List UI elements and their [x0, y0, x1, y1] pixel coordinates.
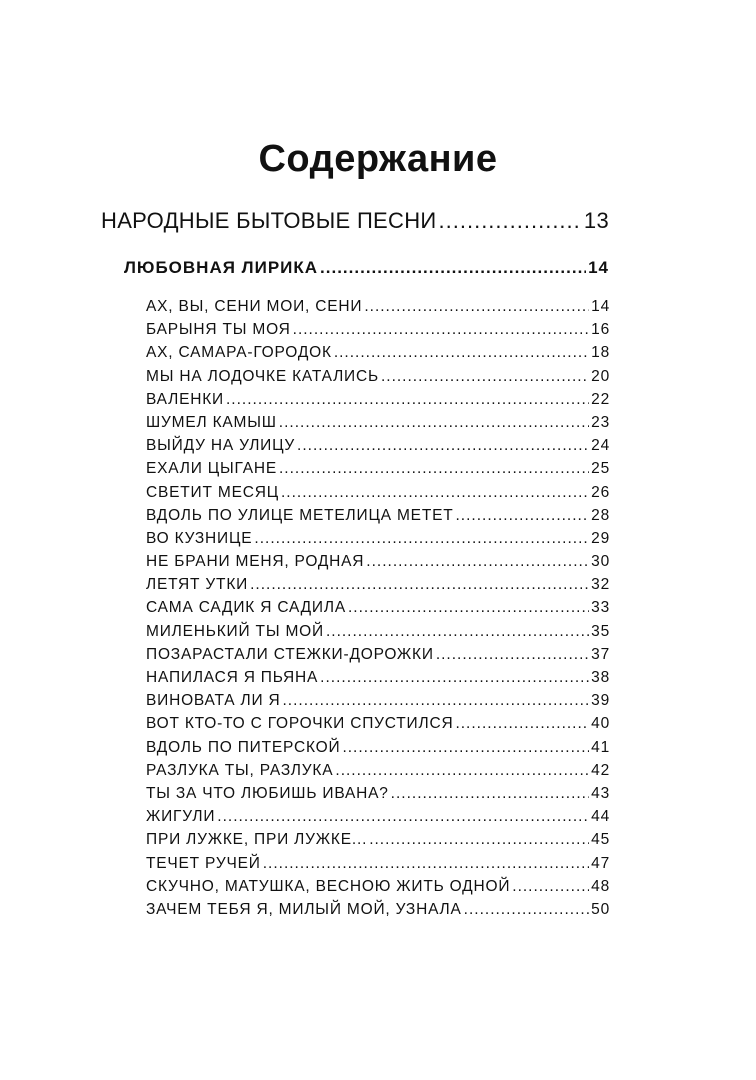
dot-leader [320, 666, 589, 689]
dot-leader [391, 782, 590, 805]
toc-entry-label: ВДОЛЬ ПО ПИТЕРСКОЙ [146, 738, 341, 756]
toc-entry[interactable] [146, 457, 610, 480]
page-title: Содержание [258, 138, 498, 180]
toc-entry-page: 43 [591, 784, 610, 802]
toc-entry[interactable] [146, 736, 610, 759]
toc-entry-list [146, 295, 610, 921]
toc-entry[interactable] [146, 620, 610, 643]
toc-entry[interactable] [146, 666, 610, 689]
toc-entry-page: 47 [591, 854, 610, 872]
toc-entry-label: НАПИЛАСЯ Я ПЬЯНА [146, 669, 319, 686]
toc-entry-page: 42 [591, 761, 610, 779]
toc-entry-page: 30 [591, 553, 610, 571]
toc-entry[interactable] [146, 434, 610, 457]
toc-entry[interactable] [146, 341, 610, 364]
toc-entry-label: ВАЛЕНКИ [146, 390, 224, 408]
toc-entry-label: МИЛЕНЬКИЙ ТЫ МОЙ [146, 622, 324, 640]
toc-entry-page: 33 [591, 599, 610, 617]
dot-leader [439, 208, 582, 234]
toc-entry-page: 16 [591, 321, 610, 339]
toc-entry-page: 24 [591, 437, 610, 455]
dot-leader [254, 527, 589, 550]
toc-entry[interactable] [146, 898, 610, 921]
toc-entry-page: 22 [591, 390, 610, 408]
toc-entry[interactable] [146, 527, 610, 550]
toc-entry-page: 39 [591, 692, 610, 710]
toc-entry-label: ТЕЧЕТ РУЧЕЙ [146, 854, 261, 872]
dot-leader [364, 295, 589, 318]
toc-entry-label: ВЫЙДУ НА УЛИЦУ [146, 437, 296, 455]
toc-entry[interactable] [146, 550, 610, 573]
dot-leader [263, 852, 589, 875]
toc-entry[interactable] [146, 365, 610, 388]
toc-entry[interactable] [146, 388, 610, 411]
dot-leader [455, 712, 589, 735]
toc-entry-label: САМА САДИК Я САДИЛА [146, 599, 346, 617]
toc-entry-label: ПОЗАРАСТАЛИ СТЕЖКИ-ДОРОЖКИ [146, 645, 434, 663]
toc-entry[interactable] [146, 504, 610, 527]
toc-entry-page: 32 [591, 576, 610, 594]
toc-entry-page: 35 [591, 622, 610, 640]
dot-leader [464, 898, 590, 921]
dot-leader [283, 689, 590, 712]
toc-entry[interactable] [146, 481, 610, 504]
toc-entry-label: БАРЫНЯ ТЫ МОЯ [146, 321, 291, 339]
dot-leader [279, 411, 589, 434]
toc-entry-page: 50 [591, 900, 610, 918]
toc-entry-label: ВИНОВАТА ЛИ Я [146, 692, 281, 710]
toc-part-heading[interactable] [101, 208, 609, 234]
dot-leader [281, 481, 589, 504]
dot-leader [250, 573, 589, 596]
toc-entry-page: 48 [591, 877, 610, 895]
toc-entry-page: 28 [591, 506, 610, 524]
toc-entry[interactable] [146, 596, 610, 619]
dot-leader [381, 365, 589, 388]
toc-entry[interactable] [146, 689, 610, 712]
dot-leader [369, 828, 589, 851]
toc-part-page: 13 [583, 208, 609, 233]
dot-leader [297, 434, 589, 457]
toc-entry-label: ЗАЧЕМ ТЕБЯ Я, МИЛЫЙ МОЙ, УЗНАЛА [146, 900, 462, 918]
toc-entry-page: 26 [591, 483, 610, 501]
toc-entry-page: 18 [591, 344, 610, 362]
toc-section-heading[interactable] [124, 258, 609, 278]
toc-entry-page: 38 [591, 669, 610, 686]
toc-entry[interactable] [146, 295, 610, 318]
dot-leader [335, 759, 589, 782]
toc-entry-label: АХ, САМАРА-ГОРОДОК [146, 344, 332, 362]
dot-leader [348, 596, 589, 619]
dot-leader [334, 341, 589, 364]
dot-leader [326, 620, 589, 643]
dot-leader [279, 457, 589, 480]
toc-entry-page: 20 [591, 367, 610, 385]
toc-entry[interactable] [146, 573, 610, 596]
toc-entry-page: 23 [591, 413, 610, 431]
toc-entry-label: НЕ БРАНИ МЕНЯ, РОДНАЯ [146, 553, 365, 571]
dot-leader [512, 875, 589, 898]
toc-entry[interactable] [146, 712, 610, 735]
toc-part-label: НАРОДНЫЕ БЫТОВЫЕ ПЕСНИ [101, 208, 437, 233]
toc-entry-page: 25 [591, 460, 610, 478]
toc-entry-label: ЛЕТЯТ УТКИ [146, 576, 249, 594]
dot-leader [293, 318, 590, 341]
toc-entry[interactable] [146, 759, 610, 782]
dot-leader [226, 388, 589, 411]
toc-entry-label: СКУЧНО, МАТУШКА, ВЕСНОЮ ЖИТЬ ОДНОЙ [146, 877, 511, 895]
toc-entry[interactable] [146, 411, 610, 434]
toc-entry-page: 29 [591, 529, 610, 547]
toc-entry[interactable] [146, 875, 610, 898]
toc-entry-page: 14 [591, 298, 610, 315]
dot-leader [320, 258, 586, 278]
toc-entry-label: ТЫ ЗА ЧТО ЛЮБИШЬ ИВАНА? [146, 784, 389, 802]
toc-entry-label: ВДОЛЬ ПО УЛИЦЕ МЕТЕЛИЦА МЕТЕТ [146, 506, 454, 524]
dot-leader [366, 550, 589, 573]
toc-entry-label: МЫ НА ЛОДОЧКЕ КАТАЛИСЬ [146, 367, 379, 385]
toc-entry-label: АХ, ВЫ, СЕНИ МОИ, СЕНИ [146, 298, 363, 315]
toc-entry[interactable] [146, 828, 610, 851]
toc-entry-page: 40 [591, 715, 610, 733]
toc-entry-page: 41 [591, 738, 610, 756]
toc-entry[interactable] [146, 805, 610, 828]
toc-entry-label: ШУМЕЛ КАМЫШ [146, 413, 277, 431]
toc-entry[interactable] [146, 643, 610, 666]
toc-entry-label: ПРИ ЛУЖКЕ, ПРИ ЛУЖКЕ... [146, 831, 368, 849]
toc-entry-label: ЕХАЛИ ЦЫГАНЕ [146, 460, 277, 478]
toc-entry[interactable] [146, 852, 610, 875]
toc-entry-page: 45 [591, 831, 610, 849]
toc-section-label: ЛЮБОВНАЯ ЛИРИКА [124, 258, 319, 277]
toc-entry-label: РАЗЛУКА ТЫ, РАЗЛУКА [146, 761, 334, 779]
dot-leader [217, 805, 589, 828]
toc-entry-page: 37 [591, 645, 610, 663]
toc-entry[interactable] [146, 318, 610, 341]
dot-leader [342, 736, 589, 759]
toc-entry-label: ЖИГУЛИ [146, 808, 216, 826]
toc-entry[interactable] [146, 782, 610, 805]
toc-entry-label: ВОТ КТО-ТО С ГОРОЧКИ СПУСТИЛСЯ [146, 715, 454, 733]
dot-leader [456, 504, 590, 527]
toc-entry-label: СВЕТИТ МЕСЯЦ [146, 483, 279, 501]
toc-entry-page: 44 [591, 808, 610, 826]
toc-entry-label: ВО КУЗНИЦЕ [146, 529, 253, 547]
dot-leader [436, 643, 589, 666]
toc-section-page: 14 [588, 258, 609, 277]
